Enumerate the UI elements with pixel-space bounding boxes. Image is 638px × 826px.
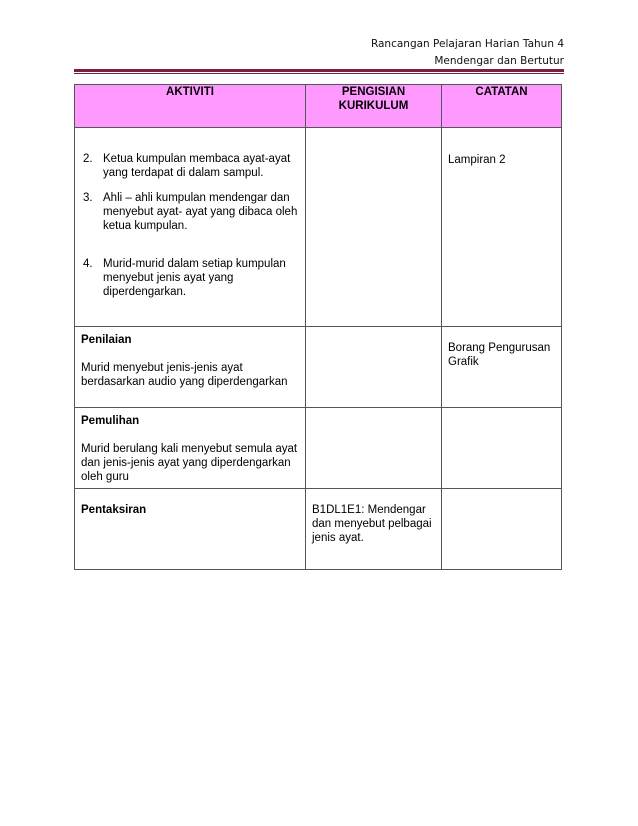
section-heading-penilaian: Penilaian xyxy=(81,334,132,346)
catatan-text: Borang Pengurusan Grafik xyxy=(448,342,551,368)
kurikulum-cell xyxy=(306,327,442,408)
catatan-cell xyxy=(442,128,562,327)
cell-content xyxy=(75,327,305,393)
lesson-plan-table xyxy=(74,84,562,570)
catatan-cell xyxy=(442,408,562,489)
kurikulum-text: B1DL1E1: Mendengar dan menyebut pelbagai jenis ayat. xyxy=(312,504,432,544)
step-item xyxy=(83,257,301,299)
step-item xyxy=(83,152,301,180)
table-row-pentaksiran xyxy=(75,489,562,570)
section-heading-pentaksiran: Pentaksiran xyxy=(81,504,147,516)
header-rule-thick xyxy=(74,69,564,72)
steps-list xyxy=(75,152,305,299)
page-header xyxy=(371,36,564,70)
header-rule-thin xyxy=(74,73,564,74)
kurikulum-cell xyxy=(306,489,442,570)
catatan-cell xyxy=(442,489,562,570)
table-header-row xyxy=(75,85,562,128)
section-heading-pemulihan: Pemulihan xyxy=(81,415,140,427)
step-text: Murid-murid dalam setiap kumpulan menyebut jenis ayat yang diperdengarkan. xyxy=(103,258,286,298)
step-text: Ketua kumpulan membaca ayat-ayat yang terdapat di dalam sampul. xyxy=(103,153,291,179)
column-header-catatan: CATATAN xyxy=(442,85,562,128)
step-number: 3. xyxy=(83,192,93,204)
header-title: Rancangan Pelajaran Harian Tahun 4 xyxy=(370,38,564,50)
table-row-penilaian xyxy=(75,327,562,408)
step-number: 2. xyxy=(83,153,93,165)
cell-content xyxy=(75,408,305,488)
cell-content xyxy=(75,489,305,521)
kurikulum-cell xyxy=(306,408,442,489)
kurikulum-cell xyxy=(306,128,442,327)
section-text: Murid berulang kali menyebut semula ayat dan jenis-jenis ayat yang diperdengarkan oleh guru xyxy=(81,443,298,483)
step-number: 4. xyxy=(83,258,93,270)
aktiviti-cell xyxy=(75,327,306,408)
header-subtitle: Mendengar dan Bertutur xyxy=(434,55,564,67)
catatan-cell xyxy=(442,327,562,408)
section-text: Murid menyebut jenis-jenis ayat berdasarkan audio yang diperdengarkan xyxy=(81,362,288,388)
catatan-text: Lampiran 2 xyxy=(448,154,506,166)
table-row-aktiviti-steps xyxy=(75,128,562,327)
aktiviti-cell xyxy=(75,489,306,570)
column-header-pengisian-kurikulum: PENGISIAN KURIKULUM xyxy=(306,85,442,128)
aktiviti-cell xyxy=(75,408,306,489)
table-row-pemulihan xyxy=(75,408,562,489)
step-text: Ahli – ahli kumpulan mendengar dan menyebut ayat- ayat yang dibaca oleh ketua kumpulan. xyxy=(103,192,298,232)
step-item xyxy=(83,191,301,233)
column-header-aktiviti: AKTIVITI xyxy=(75,85,306,128)
aktiviti-cell xyxy=(75,128,306,327)
